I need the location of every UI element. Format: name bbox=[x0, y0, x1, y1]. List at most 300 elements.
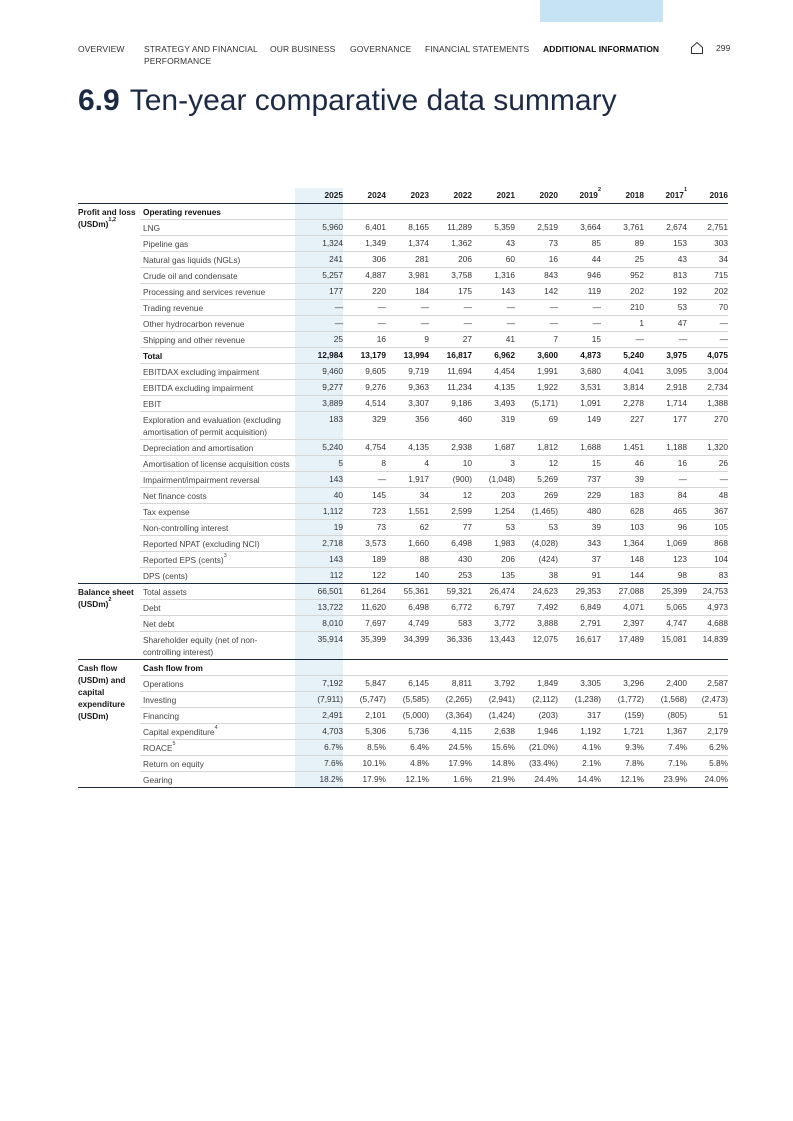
row-label: Net debt bbox=[140, 616, 295, 632]
table-cell: 24.4% bbox=[515, 772, 558, 788]
table-cell: 6.4% bbox=[386, 740, 429, 756]
table-cell: (2,941) bbox=[472, 692, 515, 708]
table-cell: 5,960 bbox=[295, 220, 343, 236]
page-title bbox=[78, 84, 617, 118]
table-row bbox=[78, 552, 728, 568]
table-cell: 4.8% bbox=[386, 756, 429, 772]
table-cell: 143 bbox=[295, 472, 343, 488]
table-cell: 1,946 bbox=[515, 724, 558, 740]
row-label: Shareholder equity (net of non-controlling interest) bbox=[140, 632, 295, 660]
table-cell: 19 bbox=[295, 520, 343, 536]
row-label: Tax expense bbox=[140, 504, 295, 520]
table-cell: — bbox=[295, 316, 343, 332]
table-cell: 183 bbox=[601, 488, 644, 504]
table-row bbox=[78, 568, 728, 584]
table-cell: 15 bbox=[558, 456, 601, 472]
table-cell: 7,492 bbox=[515, 600, 558, 616]
table-cell: 253 bbox=[429, 568, 472, 584]
table-cell: 3,758 bbox=[429, 268, 472, 284]
table-cell: 4,703 bbox=[295, 724, 343, 740]
table-cell: 14.4% bbox=[558, 772, 601, 788]
year-header: 2024 bbox=[367, 190, 386, 200]
table-cell: 6,962 bbox=[472, 348, 515, 364]
table-cell: 25 bbox=[601, 252, 644, 268]
header-spacer bbox=[78, 188, 140, 204]
table-cell: 8.5% bbox=[343, 740, 386, 756]
table-cell bbox=[343, 204, 386, 220]
table-cell bbox=[295, 204, 343, 220]
table-cell: 16,817 bbox=[429, 348, 472, 364]
table-cell: 13,443 bbox=[472, 632, 515, 660]
table-row bbox=[78, 536, 728, 552]
section-number: 6.9 bbox=[78, 84, 120, 117]
table-cell: 23.9% bbox=[644, 772, 687, 788]
table-cell: 123 bbox=[644, 552, 687, 568]
table-cell: 1,254 bbox=[472, 504, 515, 520]
table-cell: 89 bbox=[601, 236, 644, 252]
table-cell: (805) bbox=[644, 708, 687, 724]
page-number: 299 bbox=[716, 43, 731, 53]
table-cell: 11,289 bbox=[429, 220, 472, 236]
table-cell: 29,353 bbox=[558, 584, 601, 600]
table-row bbox=[78, 252, 728, 268]
table-cell: 4,135 bbox=[386, 440, 429, 456]
table-cell: 6.7% bbox=[295, 740, 343, 756]
table-cell: 2,179 bbox=[687, 724, 728, 740]
table-cell: 628 bbox=[601, 504, 644, 520]
table-cell: — bbox=[343, 316, 386, 332]
table-cell: 3,600 bbox=[515, 348, 558, 364]
table-cell: 317 bbox=[558, 708, 601, 724]
footnote-marker: 5 bbox=[172, 741, 176, 747]
table-cell: 51 bbox=[687, 708, 728, 724]
table-cell: 1,188 bbox=[644, 440, 687, 456]
table-cell: 1,849 bbox=[515, 676, 558, 692]
table-row bbox=[78, 504, 728, 520]
table-cell bbox=[687, 204, 728, 220]
table-cell bbox=[343, 660, 386, 676]
table-cell: 184 bbox=[386, 284, 429, 300]
table-row bbox=[78, 316, 728, 332]
table-cell: 1,660 bbox=[386, 536, 429, 552]
row-label: EBIT bbox=[140, 396, 295, 412]
table-row bbox=[78, 724, 728, 740]
table-cell: 16,617 bbox=[558, 632, 601, 660]
year-header: 2016 bbox=[709, 190, 728, 200]
table-cell: 220 bbox=[343, 284, 386, 300]
table-cell: 11,234 bbox=[429, 380, 472, 396]
year-header: 2022 bbox=[453, 190, 472, 200]
row-label: ROACE$^5$ bbox=[140, 740, 295, 756]
table-cell: 723 bbox=[343, 504, 386, 520]
table-cell: 1,362 bbox=[429, 236, 472, 252]
table-cell: 55,361 bbox=[386, 584, 429, 600]
table-cell: 306 bbox=[343, 252, 386, 268]
subhead-row bbox=[78, 660, 728, 676]
table-cell: 21.9% bbox=[472, 772, 515, 788]
table-cell: (2,265) bbox=[429, 692, 472, 708]
table-row bbox=[78, 412, 728, 440]
table-cell: 6,849 bbox=[558, 600, 601, 616]
table-cell: 3,814 bbox=[601, 380, 644, 396]
table-cell: 1,069 bbox=[644, 536, 687, 552]
table-cell: 189 bbox=[343, 552, 386, 568]
table-cell bbox=[429, 660, 472, 676]
table-cell: 5,240 bbox=[601, 348, 644, 364]
row-label: Natural gas liquids (NGLs) bbox=[140, 252, 295, 268]
table-cell: 3,305 bbox=[558, 676, 601, 692]
table-cell: (3,364) bbox=[429, 708, 472, 724]
header-row bbox=[78, 188, 728, 204]
table-row bbox=[78, 708, 728, 724]
table-cell: 202 bbox=[601, 284, 644, 300]
table-cell: — bbox=[472, 316, 515, 332]
year-header: 2019$^2$ bbox=[579, 187, 601, 200]
table-row bbox=[78, 300, 728, 316]
table-cell bbox=[644, 660, 687, 676]
table-cell: (900) bbox=[429, 472, 472, 488]
table-cell: 13,179 bbox=[343, 348, 386, 364]
table-cell: 53 bbox=[472, 520, 515, 536]
table-cell: 59,321 bbox=[429, 584, 472, 600]
table-cell: (424) bbox=[515, 552, 558, 568]
table-cell: 12 bbox=[429, 488, 472, 504]
table-cell: — bbox=[687, 472, 728, 488]
table-cell: 7.1% bbox=[644, 756, 687, 772]
nav-our-business[interactable]: OUR BUSINESS bbox=[270, 44, 336, 54]
table-cell: 5,847 bbox=[343, 676, 386, 692]
table-cell: 241 bbox=[295, 252, 343, 268]
table-cell: 4,754 bbox=[343, 440, 386, 456]
table-cell: 135 bbox=[472, 568, 515, 584]
table-cell: 1,112 bbox=[295, 504, 343, 520]
footnote-marker: 1 bbox=[683, 187, 687, 193]
table-cell: 142 bbox=[515, 284, 558, 300]
table-cell bbox=[386, 660, 429, 676]
table-cell: 38 bbox=[515, 568, 558, 584]
table-cell: 1,451 bbox=[601, 440, 644, 456]
table-cell: 202 bbox=[687, 284, 728, 300]
row-label: Shipping and other revenue bbox=[140, 332, 295, 348]
row-label: Operations bbox=[140, 676, 295, 692]
table-cell: 8 bbox=[343, 456, 386, 472]
table-cell: 1,091 bbox=[558, 396, 601, 412]
table-cell: — bbox=[472, 300, 515, 316]
table-cell: 70 bbox=[687, 300, 728, 316]
table-cell: 1,714 bbox=[644, 396, 687, 412]
total-row bbox=[78, 348, 728, 364]
table-cell: 5,736 bbox=[386, 724, 429, 740]
table-cell: 73 bbox=[515, 236, 558, 252]
year-header: 2021 bbox=[496, 190, 515, 200]
row-label: DPS (cents) bbox=[140, 568, 295, 584]
table-row bbox=[78, 332, 728, 348]
table-cell: 4,135 bbox=[472, 380, 515, 396]
section-label: Profit and loss (USDm)$^{1,2}$ bbox=[78, 204, 140, 584]
table-cell: 2,587 bbox=[687, 676, 728, 692]
footnote-marker: 4 bbox=[214, 725, 218, 731]
table-cell: 192 bbox=[644, 284, 687, 300]
table-cell: — bbox=[687, 332, 728, 348]
table-cell: (1,465) bbox=[515, 504, 558, 520]
table-cell: 5,065 bbox=[644, 600, 687, 616]
table-cell: 2,638 bbox=[472, 724, 515, 740]
table-cell: 24.5% bbox=[429, 740, 472, 756]
row-label: Processing and services revenue bbox=[140, 284, 295, 300]
table-cell: (203) bbox=[515, 708, 558, 724]
row-label: Operating revenues bbox=[140, 204, 295, 220]
table-cell: 46 bbox=[601, 456, 644, 472]
table-cell: 813 bbox=[644, 268, 687, 284]
table-cell: 329 bbox=[343, 412, 386, 440]
table-cell: (1,238) bbox=[558, 692, 601, 708]
table-cell: 9,719 bbox=[386, 364, 429, 380]
table-cell: 4,075 bbox=[687, 348, 728, 364]
table-cell: 7.8% bbox=[601, 756, 644, 772]
nav-strategy-and-financial-performance[interactable]: STRATEGY AND FINANCIAL PERFORMANCE bbox=[144, 44, 258, 66]
table-cell: 88 bbox=[386, 552, 429, 568]
table-row bbox=[78, 756, 728, 772]
table-cell bbox=[687, 660, 728, 676]
nav-financial-statements[interactable]: FINANCIAL STATEMENTS bbox=[425, 44, 530, 54]
row-label: LNG bbox=[140, 220, 295, 236]
row-label: Reported EPS (cents)$^3$ bbox=[140, 552, 295, 568]
table-cell: 9,460 bbox=[295, 364, 343, 380]
table-cell: 122 bbox=[343, 568, 386, 584]
table-cell: (4,028) bbox=[515, 536, 558, 552]
table-cell: 12 bbox=[515, 456, 558, 472]
table-cell: — bbox=[343, 472, 386, 488]
table-cell: 12.1% bbox=[601, 772, 644, 788]
table-row bbox=[78, 632, 728, 660]
table-row bbox=[78, 396, 728, 412]
table-cell: 2,599 bbox=[429, 504, 472, 520]
table-cell: 583 bbox=[429, 616, 472, 632]
table-cell: 3,975 bbox=[644, 348, 687, 364]
table-cell: (1,424) bbox=[472, 708, 515, 724]
table-cell: — bbox=[386, 316, 429, 332]
table-cell: 7,192 bbox=[295, 676, 343, 692]
table-cell bbox=[386, 204, 429, 220]
table-cell: 177 bbox=[644, 412, 687, 440]
table-cell: 3,493 bbox=[472, 396, 515, 412]
table-cell: (1,568) bbox=[644, 692, 687, 708]
table-row bbox=[78, 364, 728, 380]
table-cell: 17.9% bbox=[343, 772, 386, 788]
row-label: Cash flow from bbox=[140, 660, 295, 676]
table-cell: 84 bbox=[644, 488, 687, 504]
table-cell: 140 bbox=[386, 568, 429, 584]
table-cell: 91 bbox=[558, 568, 601, 584]
table-cell: 203 bbox=[472, 488, 515, 504]
table-cell: 4,688 bbox=[687, 616, 728, 632]
table-cell: 11,694 bbox=[429, 364, 472, 380]
table-cell: 104 bbox=[687, 552, 728, 568]
table-cell: 1,983 bbox=[472, 536, 515, 552]
nav-governance[interactable]: GOVERNANCE bbox=[350, 44, 412, 54]
table-cell: (1,048) bbox=[472, 472, 515, 488]
table-cell: (2,112) bbox=[515, 692, 558, 708]
table-cell: 206 bbox=[472, 552, 515, 568]
table-cell: 35,399 bbox=[343, 632, 386, 660]
table-cell: 1,324 bbox=[295, 236, 343, 252]
table-row bbox=[78, 472, 728, 488]
table-cell: 9,277 bbox=[295, 380, 343, 396]
table-cell: 66,501 bbox=[295, 584, 343, 600]
table-cell: 16 bbox=[515, 252, 558, 268]
table-cell: 5,269 bbox=[515, 472, 558, 488]
table-cell: 2,101 bbox=[343, 708, 386, 724]
table-cell: 96 bbox=[644, 520, 687, 536]
table-cell: — bbox=[644, 332, 687, 348]
table-cell bbox=[515, 660, 558, 676]
table-cell: 5,257 bbox=[295, 268, 343, 284]
table-cell: 1,917 bbox=[386, 472, 429, 488]
row-label: Impairment/impairment reversal bbox=[140, 472, 295, 488]
footnote-marker: 2 bbox=[597, 187, 601, 193]
table-cell: 18.2% bbox=[295, 772, 343, 788]
table-cell: 34 bbox=[687, 252, 728, 268]
table-cell: 9,186 bbox=[429, 396, 472, 412]
table-cell: 40 bbox=[295, 488, 343, 504]
table-cell: 4,873 bbox=[558, 348, 601, 364]
table-cell: 177 bbox=[295, 284, 343, 300]
table-cell: 7,697 bbox=[343, 616, 386, 632]
table-cell: 153 bbox=[644, 236, 687, 252]
table-cell: 44 bbox=[558, 252, 601, 268]
table-cell: 2,674 bbox=[644, 220, 687, 236]
table-cell: 6,145 bbox=[386, 676, 429, 692]
table-cell: 367 bbox=[687, 504, 728, 520]
row-label: Crude oil and condensate bbox=[140, 268, 295, 284]
table-cell: 1,388 bbox=[687, 396, 728, 412]
table-cell: 48 bbox=[687, 488, 728, 504]
table-cell: 3,981 bbox=[386, 268, 429, 284]
table-cell: 1,991 bbox=[515, 364, 558, 380]
table-cell: 2.1% bbox=[558, 756, 601, 772]
table-cell: 3,095 bbox=[644, 364, 687, 380]
table-cell: 3,680 bbox=[558, 364, 601, 380]
table-cell: 36,336 bbox=[429, 632, 472, 660]
table-cell: 26,474 bbox=[472, 584, 515, 600]
row-label: Total assets bbox=[140, 584, 295, 600]
table-cell: 1,688 bbox=[558, 440, 601, 456]
table-cell: 1,364 bbox=[601, 536, 644, 552]
row-label: Reported NPAT (excluding NCI) bbox=[140, 536, 295, 552]
table-cell: 39 bbox=[558, 520, 601, 536]
table-cell: (7,911) bbox=[295, 692, 343, 708]
table-cell: 1,812 bbox=[515, 440, 558, 456]
table-cell: — bbox=[429, 316, 472, 332]
subhead-row bbox=[78, 204, 728, 220]
table-cell bbox=[601, 204, 644, 220]
table-cell: (5,585) bbox=[386, 692, 429, 708]
table-cell: 53 bbox=[644, 300, 687, 316]
table-row bbox=[78, 584, 728, 600]
table-cell bbox=[472, 204, 515, 220]
table-cell: — bbox=[386, 300, 429, 316]
table-cell: 2,278 bbox=[601, 396, 644, 412]
row-label: Pipeline gas bbox=[140, 236, 295, 252]
table-cell: 17,489 bbox=[601, 632, 644, 660]
table-cell: 10.1% bbox=[343, 756, 386, 772]
table-cell: 61,264 bbox=[343, 584, 386, 600]
table-cell: 83 bbox=[687, 568, 728, 584]
row-label: Net finance costs bbox=[140, 488, 295, 504]
table-cell: 210 bbox=[601, 300, 644, 316]
nav-overview[interactable]: OVERVIEW bbox=[78, 44, 125, 54]
table-cell: 2,751 bbox=[687, 220, 728, 236]
table-cell: 43 bbox=[472, 236, 515, 252]
table-cell: 17.9% bbox=[429, 756, 472, 772]
table-cell: 3,772 bbox=[472, 616, 515, 632]
table-cell: 6.2% bbox=[687, 740, 728, 756]
table-cell: 6,498 bbox=[429, 536, 472, 552]
table-cell: 149 bbox=[558, 412, 601, 440]
table-cell: 9,363 bbox=[386, 380, 429, 396]
table-cell: (1,772) bbox=[601, 692, 644, 708]
table-cell: 3,761 bbox=[601, 220, 644, 236]
home-icon[interactable] bbox=[690, 41, 704, 55]
header-spacer bbox=[140, 188, 295, 204]
table-cell: 1,349 bbox=[343, 236, 386, 252]
footnote-marker: 1,2 bbox=[108, 217, 117, 223]
table-row bbox=[78, 456, 728, 472]
table-cell: 9,276 bbox=[343, 380, 386, 396]
table-cell: 5,359 bbox=[472, 220, 515, 236]
year-header: 2020 bbox=[539, 190, 558, 200]
table-cell: (5,171) bbox=[515, 396, 558, 412]
table-cell: 2,734 bbox=[687, 380, 728, 396]
table-cell: 13,722 bbox=[295, 600, 343, 616]
table-cell: (5,000) bbox=[386, 708, 429, 724]
table-row bbox=[78, 772, 728, 788]
table-cell bbox=[429, 204, 472, 220]
table-cell: 4,514 bbox=[343, 396, 386, 412]
table-row bbox=[78, 440, 728, 456]
table-cell: 16 bbox=[644, 456, 687, 472]
table-cell: 343 bbox=[558, 536, 601, 552]
table-cell bbox=[558, 204, 601, 220]
table-cell: 27 bbox=[429, 332, 472, 348]
table-row bbox=[78, 600, 728, 616]
nav-additional-information[interactable]: ADDITIONAL INFORMATION bbox=[543, 44, 660, 54]
table-cell: (159) bbox=[601, 708, 644, 724]
table-cell: 53 bbox=[515, 520, 558, 536]
row-label: Financing bbox=[140, 708, 295, 724]
table-cell: 24.0% bbox=[687, 772, 728, 788]
table-cell: 62 bbox=[386, 520, 429, 536]
table-cell: 6,797 bbox=[472, 600, 515, 616]
table-cell: 2,519 bbox=[515, 220, 558, 236]
table-cell: 460 bbox=[429, 412, 472, 440]
table-cell: 1,551 bbox=[386, 504, 429, 520]
table-cell: 4,454 bbox=[472, 364, 515, 380]
table-cell: 15 bbox=[558, 332, 601, 348]
top-navigation bbox=[78, 43, 793, 73]
table-cell: 39 bbox=[601, 472, 644, 488]
table-row bbox=[78, 740, 728, 756]
year-header: 2017$^1$ bbox=[665, 187, 687, 200]
table-cell: 5,240 bbox=[295, 440, 343, 456]
table-cell: — bbox=[601, 332, 644, 348]
table-cell bbox=[601, 660, 644, 676]
table-cell: 3,531 bbox=[558, 380, 601, 396]
table-cell: 8,811 bbox=[429, 676, 472, 692]
row-label: Other hydrocarbon revenue bbox=[140, 316, 295, 332]
table-cell: 4,071 bbox=[601, 600, 644, 616]
table-cell: 281 bbox=[386, 252, 429, 268]
